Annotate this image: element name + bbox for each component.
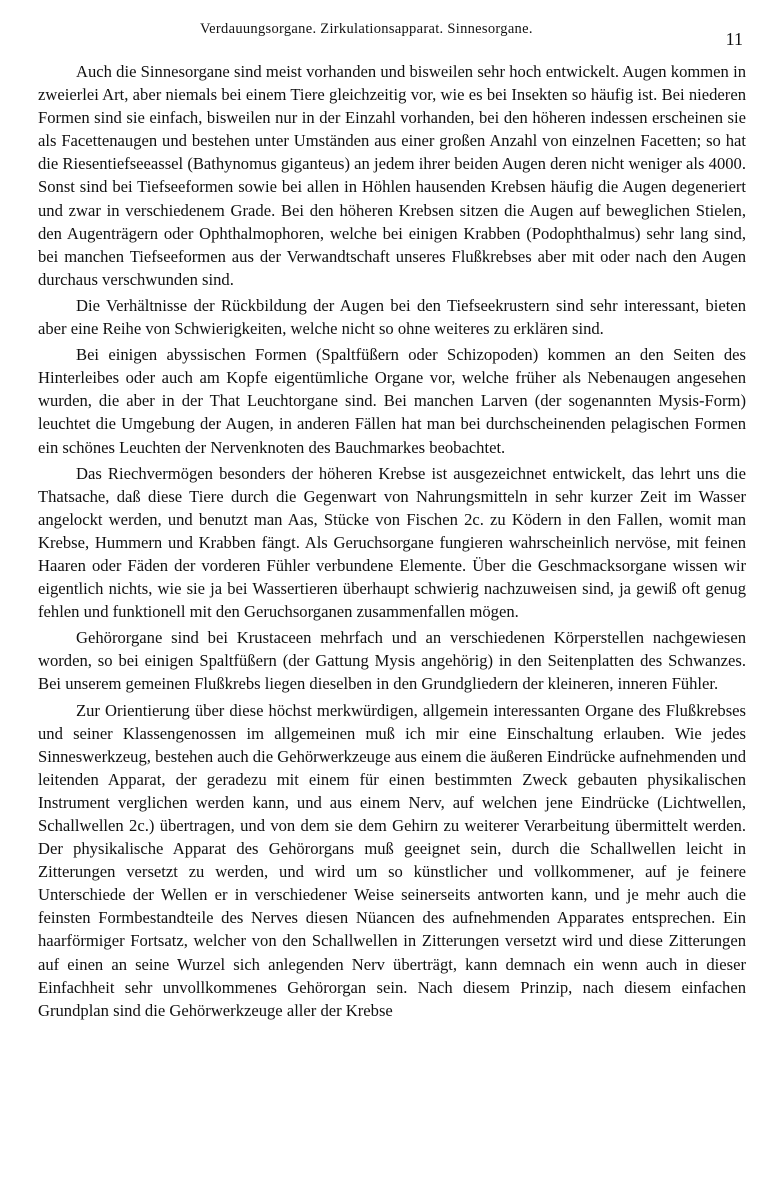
paragraph-hearing-organs: Gehörorgane sind bei Krustaceen mehrfach und an verschiedenen Körperstellen nachgewiesen worden, so bei einigen Spaltfüßern (der Gattung Mysis angehörig) in den Seitenplatten des Schwanzes. Bei unserem gemeinen Flußkrebs liegen dieselben in den Grundgliedern der kleineren, inneren Fühler. [38,628,746,694]
body-text [38,60,746,1025]
paragraph-light-organs: Bei einigen abyssischen Formen (Spaltfüßern oder Schizopoden) kommen an den Seiten des Hinterleibes oder auch am Kopfe eigentümliche Organe vor, welche früher als Nebenaugen angesehen wurden, die aber in der That Leuchtorgane sind. Bei manchen Larven (der sogenannten Mysis-Form) leuchtet die Umgebung der Augen, in anderen Fällen hat man bei durchscheinenden pelagischen Formen ein schönes Leuchten der Nervenknoten des Bauchmarkes beobachtet. [38,345,746,457]
paragraph-eyes: Auch die Sinnesorgane sind meist vorhanden und bisweilen sehr hoch entwickelt. Augen kommen in zweierlei Art, aber niemals bei einem Tiere gleichzeitig vor, wie es bei Insekten so häufig ist. Bei niederen Formen sind sie einfach, bisweilen nur in der Einzahl vorhanden, bei den höheren indessen erscheinen sie als Facettenaugen und bestehen unter Umständen aus einer großen Anzahl von einzelnen Facetten; so hat die Riesentiefseeassel (Bathynomus giganteus) an jedem ihrer beiden Augen deren nicht weniger als 4000. Sonst sind bei Tiefseeformen sowie bei allen in Höhlen hausenden Krebsen häufig die Augen degeneriert und zwar in verschiedenem Grade. Bei den höheren Krebsen sitzen die Augen auf beweglichen Stielen, den Augenträgern oder Ophthalmophoren, welche bei einigen Krabben (Podophthalmus) sehr lang sind, bei manchen Tiefseeformen aus der Verwandtschaft unseres Flußkrebses aber mit oder nach den Augen durchaus verschwunden sind. [38,62,746,289]
paragraph-smell: Das Riechvermögen besonders der höheren Krebse ist ausgezeichnet entwickelt, das lehrt uns die Thatsache, daß diese Tiere durch die Gegenwart von Nahrungsmitteln in sehr kurzer Zeit im Wasser angelockt werden, und benutzt man Aas, Stücke von Fischen 2c. zu Ködern in den Fallen, womit man Krebse, Hummern und Krabben fängt. Als Geruchsorgane fungieren wahrscheinlich nervöse, mit feinen Haaren oder Fäden der vorderen Fühler verbundene Elemente. Über die Geschmacksorgane wissen wir eigentlich nichts, wie sie ja bei Wassertieren überhaupt schwierig nachzuweisen sind, ja gewiß oft genug fehlen und funktionell mit den Geruchsorganen zusammenfallen mögen. [38,463,746,622]
paragraph-hearing-apparatus: Zur Orientierung über diese höchst merkwürdigen, allgemein interessanten Organe des Flußkrebses und seiner Klassengenossen im allgemeinen muß ich mir eine Einschaltung erlauben. Wie jedes Sinneswerkzeug, bestehen auch die Gehörwerkzeuge aus einem die äußeren Eindrücke aufnehmenden und leitenden Apparat, der geradezu mit einem für einen bestimmten Zweck gebauten physikalischen Instrument verglichen werden kann, und aus einem Nerv, auf welchen jene Eindrücke (Lichtwellen, Schallwellen 2c.) übertragen, und von dem sie dem Gehirn zu weiterer Verarbeitung übermittelt werden. Der physikalische Apparat des Gehörorgans muß geeignet sein, durch die Schallwellen leicht in Zitterungen versetzt zu werden, und wird um so künstlicher und vollkommener, auf je feinere Unterschiede der Wellen er in verschiedener Weise seinerseits antworten kann, und je mehr auch die feinsten Formbestandteile des Nerves diesen Nüancen des aufnehmenden Apparates entsprechen. Ein haarförmiger Fortsatz, welcher von den Schallwellen in Zitterungen versetzt wird und diese Zitterungen auf einen an seine Wurzel sich anlegenden Nerv überträgt, kann demnach ein wenn auch in dieser Einfachheit sehr unvollkommenes Gehörorgan sein. Nach diesem Prinzip, nach diesem einfachen Grundplan sind die Gehörwerkzeuge aller der Krebse [38,700,746,1020]
running-header [0,21,781,47]
page-number: 11 [725,29,743,49]
running-title: Verdauungsorgane. Zirkulationsapparat. Sinnesorgane. [200,21,533,37]
paragraph-eye-regression: Die Verhältnisse der Rückbildung der Augen bei den Tiefseekrustern sind sehr interessant, bieten aber eine Reihe von Schwierigkeiten, welche nicht so ohne weiteres zu erklären sind. [38,295,746,339]
